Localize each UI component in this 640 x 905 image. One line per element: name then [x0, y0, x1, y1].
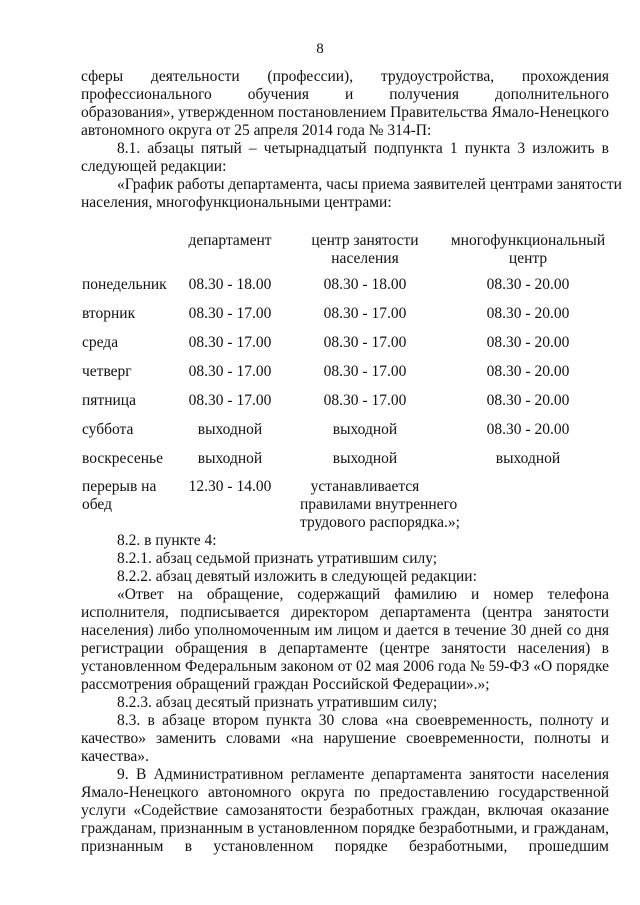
- quote-line: населения) либо уполномоченным им лицом и дается в течение 30 дней со дня: [81, 622, 609, 639]
- item-8-3-line: качество» заменить словами «на нарушение своевременности, полноты и: [81, 730, 609, 747]
- break-day-label: перерыв на: [82, 478, 157, 495]
- table-cell-dept: 08.30 - 17.00: [188, 305, 272, 322]
- table-cell-dept: 08.30 - 17.00: [188, 334, 272, 351]
- table-row-day: вторник: [82, 305, 136, 322]
- table-cell-dept: 08.30 - 17.00: [188, 363, 272, 380]
- table-header-dept: департамент: [188, 232, 272, 249]
- table-cell-mfc: 08.30 - 20.00: [486, 363, 570, 380]
- break-employment-line: трудового распорядка.»;: [300, 514, 460, 531]
- table-cell-dept: 08.30 - 17.00: [188, 392, 272, 409]
- table-cell-employment: выходной: [332, 450, 398, 467]
- table-cell-mfc: 08.30 - 20.00: [486, 305, 570, 322]
- table-header-mfc: многофункциональный центр: [450, 232, 606, 267]
- item-8-2-1: 8.2.1. абзац седьмой признать утратившим силу;: [117, 550, 438, 567]
- table-row-day: суббота: [82, 421, 134, 438]
- break-day-label: обед: [82, 496, 112, 513]
- table-cell-dept: 08.30 - 18.00: [188, 276, 272, 293]
- page-number: 8: [316, 41, 324, 57]
- quote-line: исполнителя, подписывается директором департамента (центра занятости: [81, 604, 609, 621]
- item-9-line: услуги «Содействие самозанятости безработных граждан, включая оказание: [81, 802, 609, 819]
- break-employment-line: устанавливается: [310, 478, 420, 495]
- item-8-3-line: качества».: [81, 748, 149, 765]
- table-row-day: воскресенье: [82, 450, 163, 467]
- quote-line: рассмотрения обращений граждан Российской Федерации».»;: [81, 676, 490, 693]
- schedule-intro-line: населения, многофункциональными центрами:: [81, 194, 392, 211]
- break-employment-line: правилами внутреннего: [300, 496, 458, 513]
- quote-line: установленном Федеральным законом от 02 мая 2006 года № 59-ФЗ «О порядке: [81, 658, 609, 675]
- table-row-day: пятница: [82, 392, 136, 409]
- table-cell-mfc: выходной: [495, 450, 561, 467]
- table-cell-dept: выходной: [197, 450, 263, 467]
- table-cell-mfc: 08.30 - 20.00: [486, 421, 570, 438]
- quote-line: «Ответ на обращение, содержащий фамилию и номер телефона: [117, 586, 609, 603]
- item-8-2: 8.2. в пункте 4:: [117, 532, 217, 549]
- item-9-line: гражданам, признанным в установленном порядке безработными, и гражданам,: [81, 820, 609, 837]
- item-8-1-line: 8.1. абзацы пятый – четырнадцатый подпункта 1 пункта 3 изложить в: [117, 140, 609, 157]
- item-9-line: 9. В Административном регламенте департамента занятости населения: [117, 766, 609, 783]
- table-cell-mfc: 08.30 - 20.00: [486, 392, 570, 409]
- schedule-intro-line: «График работы департамента, часы приема заявителей центрами занятости: [117, 176, 622, 193]
- table-cell-employment: 08.30 - 17.00: [323, 334, 407, 351]
- table-cell-employment: 08.30 - 17.00: [323, 392, 407, 409]
- table-cell-employment: 08.30 - 17.00: [323, 305, 407, 322]
- item-9-line: признанным в установленном порядке безработными, прошедшим: [81, 838, 609, 855]
- intro-line: образования», утвержденном постановлением Правительства Ямало-Ненецкого: [81, 104, 609, 121]
- item-8-2-3: 8.2.3. абзац десятый признать утратившим силу;: [117, 694, 438, 711]
- intro-line: профессионального обучения и получения дополнительного: [81, 86, 609, 103]
- intro-line: сферы деятельности (профессии), трудоустройства, прохождения: [81, 68, 609, 85]
- item-9-line: Ямало-Ненецкого автономного округа по предоставлению государственной: [81, 784, 609, 801]
- table-cell-mfc: 08.30 - 20.00: [486, 276, 570, 293]
- table-header-employment: центр занятости населения: [311, 232, 419, 267]
- quote-line: регистрации обращения в департаменте (центре занятости населения) в: [81, 640, 609, 657]
- table-cell-employment: 08.30 - 18.00: [323, 276, 407, 293]
- table-cell-mfc: 08.30 - 20.00: [486, 334, 570, 351]
- item-8-3-line: 8.3. в абзаце втором пункта 30 слова «на своевременность, полноту и: [117, 712, 609, 729]
- table-cell-dept: выходной: [197, 421, 263, 438]
- table-cell-employment: 08.30 - 17.00: [323, 363, 407, 380]
- table-row-day: четверг: [82, 363, 132, 380]
- table-cell-dept: 12.30 - 14.00: [188, 478, 272, 495]
- table-row-day: понедельник: [82, 276, 167, 293]
- table-cell-employment: выходной: [332, 421, 398, 438]
- item-8-1-line: следующей редакции:: [81, 158, 227, 175]
- intro-line: автономного округа от 25 апреля 2014 года № 314-П:: [81, 122, 432, 139]
- table-row-day: среда: [82, 334, 119, 351]
- item-8-2-2: 8.2.2. абзац девятый изложить в следующей редакции:: [117, 568, 477, 585]
